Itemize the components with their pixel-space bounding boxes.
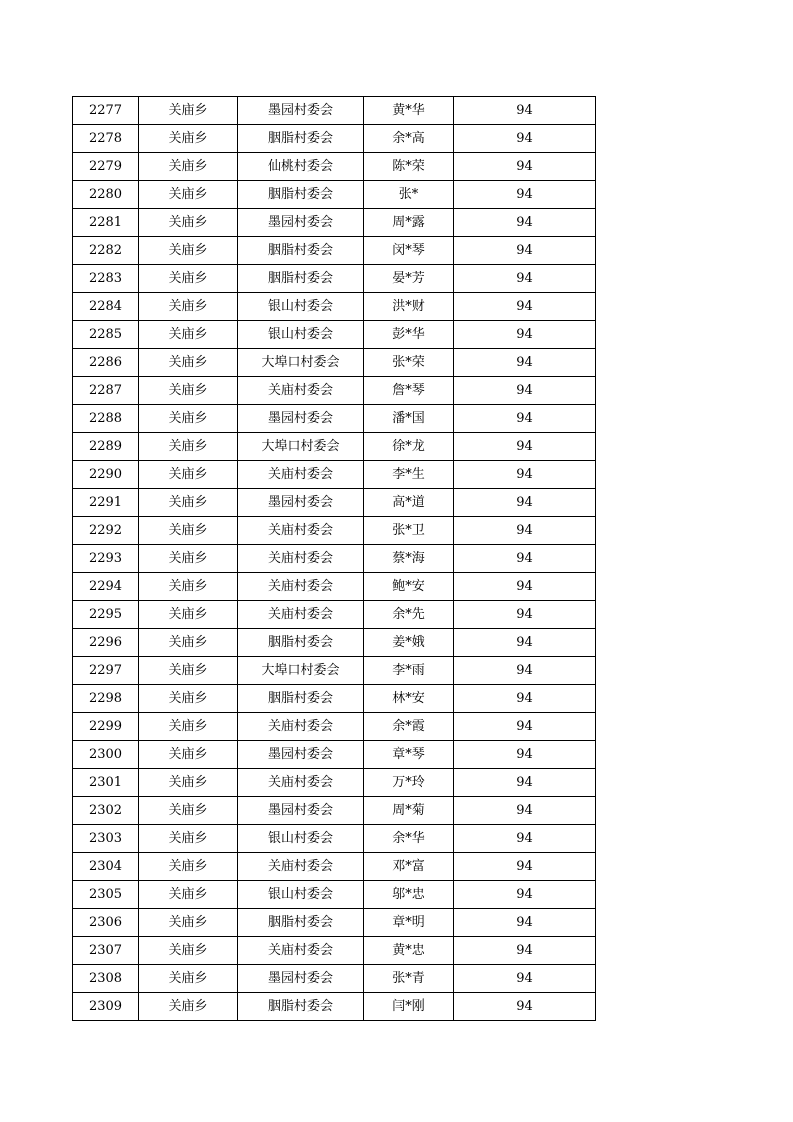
score-cell: 94 [454,181,596,209]
data-table [72,96,596,1021]
village-committee-cell: 胭脂村委会 [238,685,364,713]
table-row [73,293,596,321]
table-row [73,97,596,125]
table-row [73,153,596,181]
score-cell: 94 [454,825,596,853]
person-name-cell: 闫*刚 [364,993,454,1021]
village-committee-cell: 墨园村委会 [238,797,364,825]
person-name-cell: 闵*琴 [364,237,454,265]
village-committee-cell: 墨园村委会 [238,489,364,517]
row-number-cell: 2289 [73,433,139,461]
village-committee-cell: 胭脂村委会 [238,181,364,209]
score-cell: 94 [454,293,596,321]
person-name-cell: 李*生 [364,461,454,489]
village-committee-cell: 大埠口村委会 [238,349,364,377]
row-number-cell: 2282 [73,237,139,265]
village-committee-cell: 仙桃村委会 [238,153,364,181]
row-number-cell: 2296 [73,629,139,657]
township-cell: 关庙乡 [139,713,238,741]
row-number-cell: 2298 [73,685,139,713]
row-number-cell: 2304 [73,853,139,881]
row-number-cell: 2284 [73,293,139,321]
person-name-cell: 余*华 [364,825,454,853]
township-cell: 关庙乡 [139,209,238,237]
row-number-cell: 2286 [73,349,139,377]
row-number-cell: 2281 [73,209,139,237]
table-row [73,881,596,909]
village-committee-cell: 关庙村委会 [238,601,364,629]
township-cell: 关庙乡 [139,909,238,937]
score-cell: 94 [454,797,596,825]
score-cell: 94 [454,405,596,433]
township-cell: 关庙乡 [139,377,238,405]
village-committee-cell: 墨园村委会 [238,97,364,125]
village-committee-cell: 胭脂村委会 [238,237,364,265]
township-cell: 关庙乡 [139,517,238,545]
row-number-cell: 2291 [73,489,139,517]
person-name-cell: 晏*芳 [364,265,454,293]
score-cell: 94 [454,97,596,125]
score-cell: 94 [454,937,596,965]
row-number-cell: 2277 [73,97,139,125]
table-row [73,657,596,685]
township-cell: 关庙乡 [139,433,238,461]
township-cell: 关庙乡 [139,629,238,657]
person-name-cell: 邬*忠 [364,881,454,909]
score-cell: 94 [454,629,596,657]
village-committee-cell: 胭脂村委会 [238,629,364,657]
score-cell: 94 [454,601,596,629]
table-row [73,685,596,713]
township-cell: 关庙乡 [139,657,238,685]
township-cell: 关庙乡 [139,797,238,825]
score-cell: 94 [454,517,596,545]
person-name-cell: 李*雨 [364,657,454,685]
village-committee-cell: 大埠口村委会 [238,657,364,685]
table-row [73,209,596,237]
table-row [73,405,596,433]
village-committee-cell: 大埠口村委会 [238,433,364,461]
table-row [73,909,596,937]
township-cell: 关庙乡 [139,881,238,909]
row-number-cell: 2285 [73,321,139,349]
score-cell: 94 [454,461,596,489]
table-row [73,433,596,461]
person-name-cell: 张*青 [364,965,454,993]
person-name-cell: 林*安 [364,685,454,713]
township-cell: 关庙乡 [139,993,238,1021]
township-cell: 关庙乡 [139,769,238,797]
row-number-cell: 2290 [73,461,139,489]
table-row [73,321,596,349]
table-row [73,797,596,825]
table-body [73,97,596,1021]
score-cell: 94 [454,909,596,937]
township-cell: 关庙乡 [139,489,238,517]
person-name-cell: 蔡*海 [364,545,454,573]
township-cell: 关庙乡 [139,237,238,265]
row-number-cell: 2300 [73,741,139,769]
village-committee-cell: 墨园村委会 [238,741,364,769]
score-cell: 94 [454,209,596,237]
row-number-cell: 2283 [73,265,139,293]
township-cell: 关庙乡 [139,461,238,489]
person-name-cell: 张*荣 [364,349,454,377]
village-committee-cell: 关庙村委会 [238,377,364,405]
person-name-cell: 黄*华 [364,97,454,125]
person-name-cell: 邓*富 [364,853,454,881]
table-row [73,265,596,293]
township-cell: 关庙乡 [139,937,238,965]
row-number-cell: 2301 [73,769,139,797]
person-name-cell: 余*霞 [364,713,454,741]
score-cell: 94 [454,657,596,685]
row-number-cell: 2299 [73,713,139,741]
person-name-cell: 徐*龙 [364,433,454,461]
row-number-cell: 2294 [73,573,139,601]
table-row [73,349,596,377]
table-row [73,769,596,797]
person-name-cell: 章*明 [364,909,454,937]
row-number-cell: 2309 [73,993,139,1021]
table-row [73,993,596,1021]
township-cell: 关庙乡 [139,601,238,629]
score-cell: 94 [454,545,596,573]
village-committee-cell: 银山村委会 [238,881,364,909]
table-row [73,853,596,881]
township-cell: 关庙乡 [139,545,238,573]
row-number-cell: 2305 [73,881,139,909]
person-name-cell: 余*高 [364,125,454,153]
person-name-cell: 张* [364,181,454,209]
score-cell: 94 [454,489,596,517]
row-number-cell: 2288 [73,405,139,433]
table-row [73,545,596,573]
table-row [73,741,596,769]
table-row [73,573,596,601]
score-cell: 94 [454,237,596,265]
township-cell: 关庙乡 [139,181,238,209]
township-cell: 关庙乡 [139,293,238,321]
township-cell: 关庙乡 [139,741,238,769]
table-row [73,713,596,741]
table-row [73,125,596,153]
table-row [73,489,596,517]
village-committee-cell: 关庙村委会 [238,461,364,489]
person-name-cell: 鲍*安 [364,573,454,601]
township-cell: 关庙乡 [139,97,238,125]
table-row [73,377,596,405]
person-name-cell: 周*菊 [364,797,454,825]
score-cell: 94 [454,881,596,909]
township-cell: 关庙乡 [139,685,238,713]
row-number-cell: 2292 [73,517,139,545]
township-cell: 关庙乡 [139,265,238,293]
person-name-cell: 潘*国 [364,405,454,433]
score-cell: 94 [454,377,596,405]
village-committee-cell: 关庙村委会 [238,573,364,601]
score-cell: 94 [454,265,596,293]
score-cell: 94 [454,573,596,601]
township-cell: 关庙乡 [139,321,238,349]
township-cell: 关庙乡 [139,153,238,181]
score-cell: 94 [454,965,596,993]
village-committee-cell: 银山村委会 [238,825,364,853]
row-number-cell: 2279 [73,153,139,181]
row-number-cell: 2293 [73,545,139,573]
table-row [73,237,596,265]
table-row [73,629,596,657]
person-name-cell: 洪*财 [364,293,454,321]
table-row [73,937,596,965]
row-number-cell: 2280 [73,181,139,209]
village-committee-cell: 胭脂村委会 [238,265,364,293]
row-number-cell: 2302 [73,797,139,825]
township-cell: 关庙乡 [139,405,238,433]
table-row [73,517,596,545]
row-number-cell: 2303 [73,825,139,853]
village-committee-cell: 银山村委会 [238,321,364,349]
score-cell: 94 [454,125,596,153]
village-committee-cell: 银山村委会 [238,293,364,321]
village-committee-cell: 关庙村委会 [238,713,364,741]
person-name-cell: 周*露 [364,209,454,237]
table-row [73,965,596,993]
score-cell: 94 [454,349,596,377]
village-committee-cell: 关庙村委会 [238,545,364,573]
township-cell: 关庙乡 [139,573,238,601]
row-number-cell: 2278 [73,125,139,153]
score-cell: 94 [454,853,596,881]
person-name-cell: 章*琴 [364,741,454,769]
score-cell: 94 [454,769,596,797]
table-row [73,181,596,209]
person-name-cell: 詹*琴 [364,377,454,405]
score-cell: 94 [454,685,596,713]
score-cell: 94 [454,713,596,741]
village-committee-cell: 墨园村委会 [238,405,364,433]
village-committee-cell: 墨园村委会 [238,209,364,237]
person-name-cell: 彭*华 [364,321,454,349]
table-row [73,461,596,489]
person-name-cell: 黄*忠 [364,937,454,965]
row-number-cell: 2308 [73,965,139,993]
person-name-cell: 姜*娥 [364,629,454,657]
village-committee-cell: 关庙村委会 [238,937,364,965]
row-number-cell: 2287 [73,377,139,405]
village-committee-cell: 关庙村委会 [238,769,364,797]
township-cell: 关庙乡 [139,825,238,853]
table-row [73,601,596,629]
score-cell: 94 [454,993,596,1021]
village-committee-cell: 墨园村委会 [238,965,364,993]
township-cell: 关庙乡 [139,125,238,153]
score-cell: 94 [454,741,596,769]
township-cell: 关庙乡 [139,853,238,881]
village-committee-cell: 胭脂村委会 [238,909,364,937]
village-committee-cell: 关庙村委会 [238,853,364,881]
table-row [73,825,596,853]
village-committee-cell: 胭脂村委会 [238,125,364,153]
row-number-cell: 2297 [73,657,139,685]
row-number-cell: 2307 [73,937,139,965]
score-cell: 94 [454,433,596,461]
township-cell: 关庙乡 [139,965,238,993]
township-cell: 关庙乡 [139,349,238,377]
person-name-cell: 余*先 [364,601,454,629]
row-number-cell: 2306 [73,909,139,937]
person-name-cell: 张*卫 [364,517,454,545]
score-cell: 94 [454,153,596,181]
row-number-cell: 2295 [73,601,139,629]
village-committee-cell: 关庙村委会 [238,517,364,545]
person-name-cell: 高*道 [364,489,454,517]
person-name-cell: 万*玲 [364,769,454,797]
person-name-cell: 陈*荣 [364,153,454,181]
village-committee-cell: 胭脂村委会 [238,993,364,1021]
score-cell: 94 [454,321,596,349]
